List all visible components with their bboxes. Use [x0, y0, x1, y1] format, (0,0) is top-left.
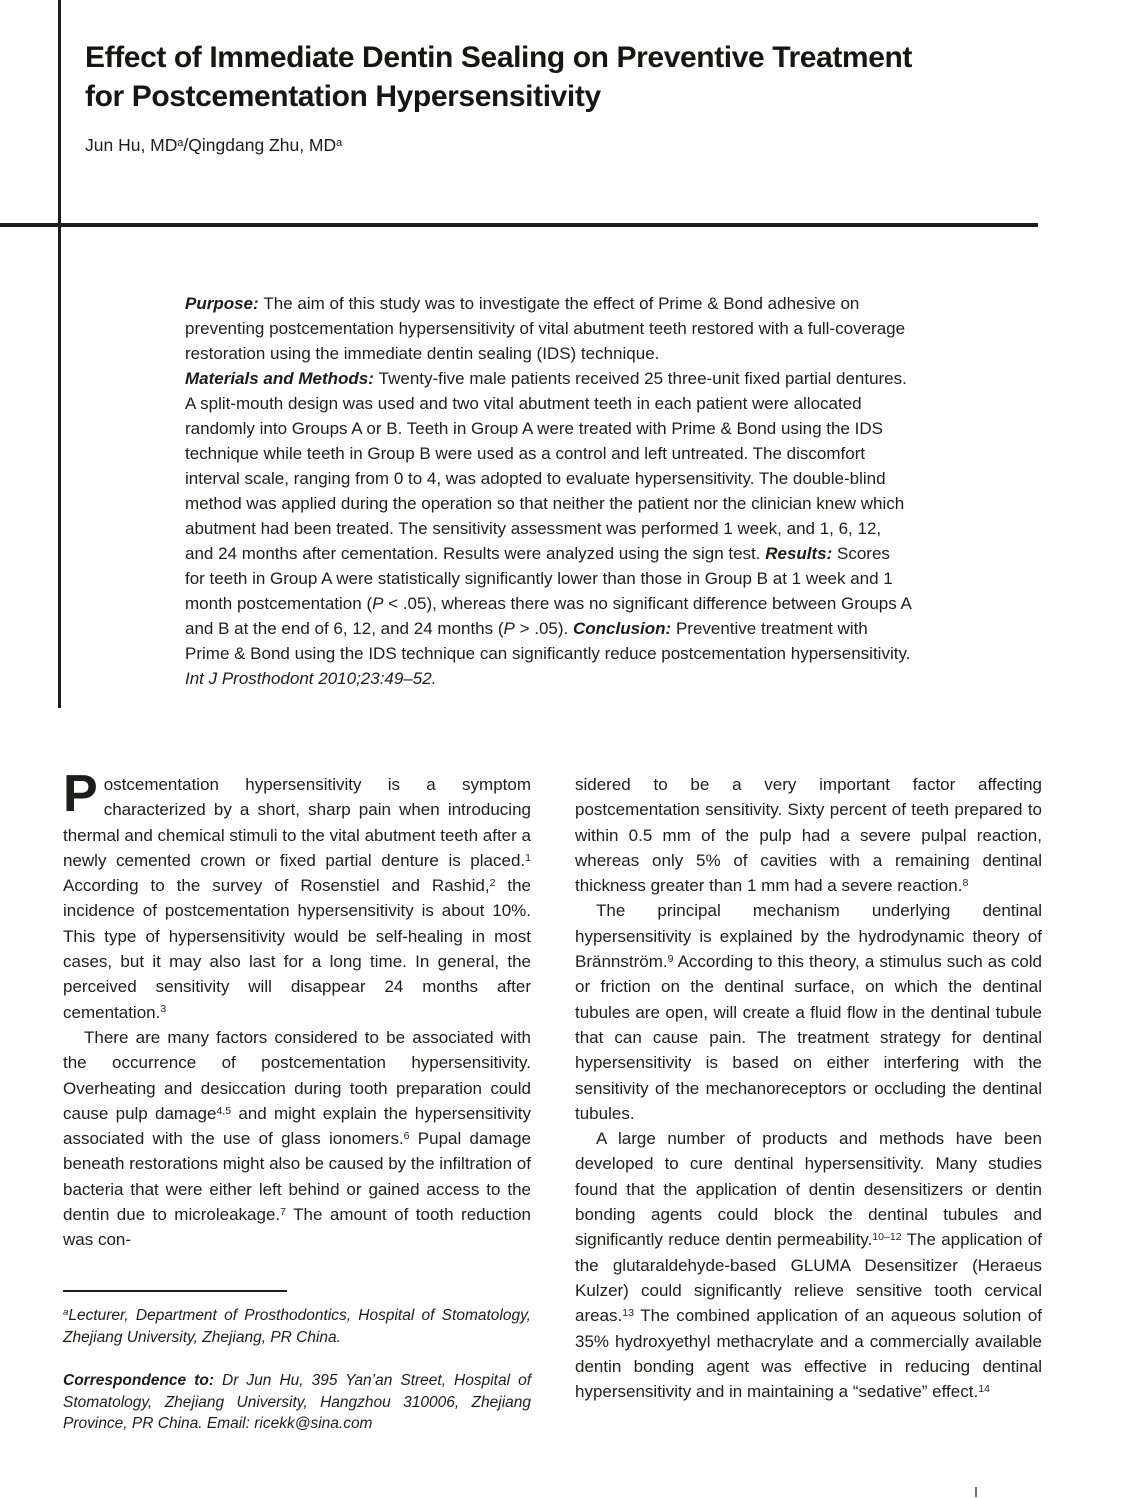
authors-line: Jun Hu, $MD^a$/Qingdang Zhu, $MD^a$ — [85, 135, 343, 155]
body-right-column — [575, 772, 1042, 1404]
body-paragraph-3: The principal mechanism underlying dentinal hypersensitivity is explained by the hydrodynamic theory of Brännström.$^9$ According to this theory, a stimulus such as cold or friction on the dentinal surface, on which the dentinal tubules are open, will create a fluid flow in the dentinal tubule that can cause pain. The treatment strategy for dentinal hypersensitivity is based on either interfering with the sensitivity of the mechanoreceptors or occluding the dentinal tubules. — [575, 901, 1042, 1123]
abstract-purpose-paragraph: Purpose: The aim of this study was to investigate the effect of Prime & Bond adhesive on preventing postcementation hypersensitivity of vital abutment teeth restored with a full-coverage restoration using the immediate dentin sealing (IDS) technique. — [185, 294, 906, 363]
article-title-line-1: Effect of Immediate Dentin Sealing on Preventive Treatment — [85, 41, 913, 74]
article-title — [85, 38, 1045, 116]
article-title-line-2: for Postcementation Hypersensitivity — [85, 80, 601, 113]
abstract — [185, 291, 912, 691]
title-divider-rule — [0, 223, 1038, 227]
footnote-rule — [63, 1290, 287, 1292]
correspondence-footnote: Correspondence to: Dr Jun Hu, 395 Yan’an Street, Hospital of Stomatology, Zhejiang University, Hangzhou 310006, Zhejiang Province, PR China. Email: ricekk@sina.com — [63, 1372, 532, 1432]
body-paragraph-1: Postcementation hypersensitivity is a symptom characterized by a short, sharp pain when introducing thermal and chemical stimuli to the vital abutment teeth after a newly cemented crown or fixed partial denture is placed.$^1$ According to the survey of Rosenstiel and Rashid,$^2$ the incidence of postcementation hypersensitivity is about 10%. This type of hypersensitivity would be self-healing in most cases, but it may also last for a long time. In general, the perceived sensitivity will disappear 24 months after cementation.$^3$ — [63, 765, 532, 1022]
body-paragraph-2: There are many factors considered to be associated with the occurrence of postcementation hypersensitivity. Overheating and desiccation during tooth preparation could cause pulp damage$^{4,5}$ and might explain the hypersensitivity associated with the use of glass ionomers.$^6$ Pupal damage beneath restorations might also be caused by the infiltration of bacteria that were either left behind or gained access to the dentin due to microleakage.$^7$ The amount of tooth reduction was con- — [63, 1027, 532, 1250]
body-paragraph-2-continued: sidered to be a very important factor affecting postcementation sensitivity. Sixty percent of teeth prepared to within 0.5 mm of the pulp had a severe pulpal reaction, whereas only 5% of cavities with a remaining dentinal thickness greater than 1 mm had a severe reaction.$^8$ — [575, 775, 1042, 896]
affiliation-footnote: $^a$Lecturer, Department of Prosthodontics, Hospital of Stomatology, Zhejiang University, Zhejiang, PR China. — [63, 1307, 531, 1346]
footnote-block — [63, 1290, 531, 1435]
crop-mark — [975, 1487, 977, 1497]
abstract-methods-results-conclusion-paragraph: Materials and Methods: Twenty-five male patients received 25 three-unit fixed partial dentures. A split-mouth design was used and two vital abutment teeth in each patient were allocated randomly into Groups A or B. Teeth in Group A were treated with Prime & Bond using the IDS technique while teeth in Group B were used as a control and left untreated. The discomfort interval scale, ranging from 0 to 4, was adopted to evaluate hypersensitivity. The double-blind method was applied during the operation so that neither the patient nor the clinician knew which abutment had been treated. The sensitivity assessment was performed 1 week, and 1, 6, 12, and 24 months after cementation. Results were analyzed using the sign test. Results: Scores for teeth in Group A were statistically significantly lower than those in Group B at 1 week and 1 month postcementation (P < .05), whereas there was no significant difference between Groups A and B at the end of 6, 12, and 24 months (P > .05). Conclusion: Preventive treatment with Prime & Bond using the IDS technique can significantly reduce postcementation hypersensitivity. Int J Prosthodont 2010;23:49–52. — [185, 369, 911, 688]
body-paragraph-4: A large number of products and methods have been developed to cure dentinal hypersensitivity. Many studies found that the application of dentin desensitizers or dentin bonding agents could block the dentinal tubules and significantly reduce dentin permeability.$^{10-12}$ The application of the glutaraldehyde-based GLUMA Desensitizer (Heraeus Kulzer) could significantly relieve sensitive tooth cervical areas.$^{13}$ The combined application of an aqueous solution of 35% hydroxyethyl methacrylate and a commercially available dentin bonding agent was effective in reducing dentinal hypersensitivity and in maintaining a “sedative” effect.$^{14}$ — [575, 1129, 1042, 1402]
left-margin-rule — [58, 0, 61, 708]
